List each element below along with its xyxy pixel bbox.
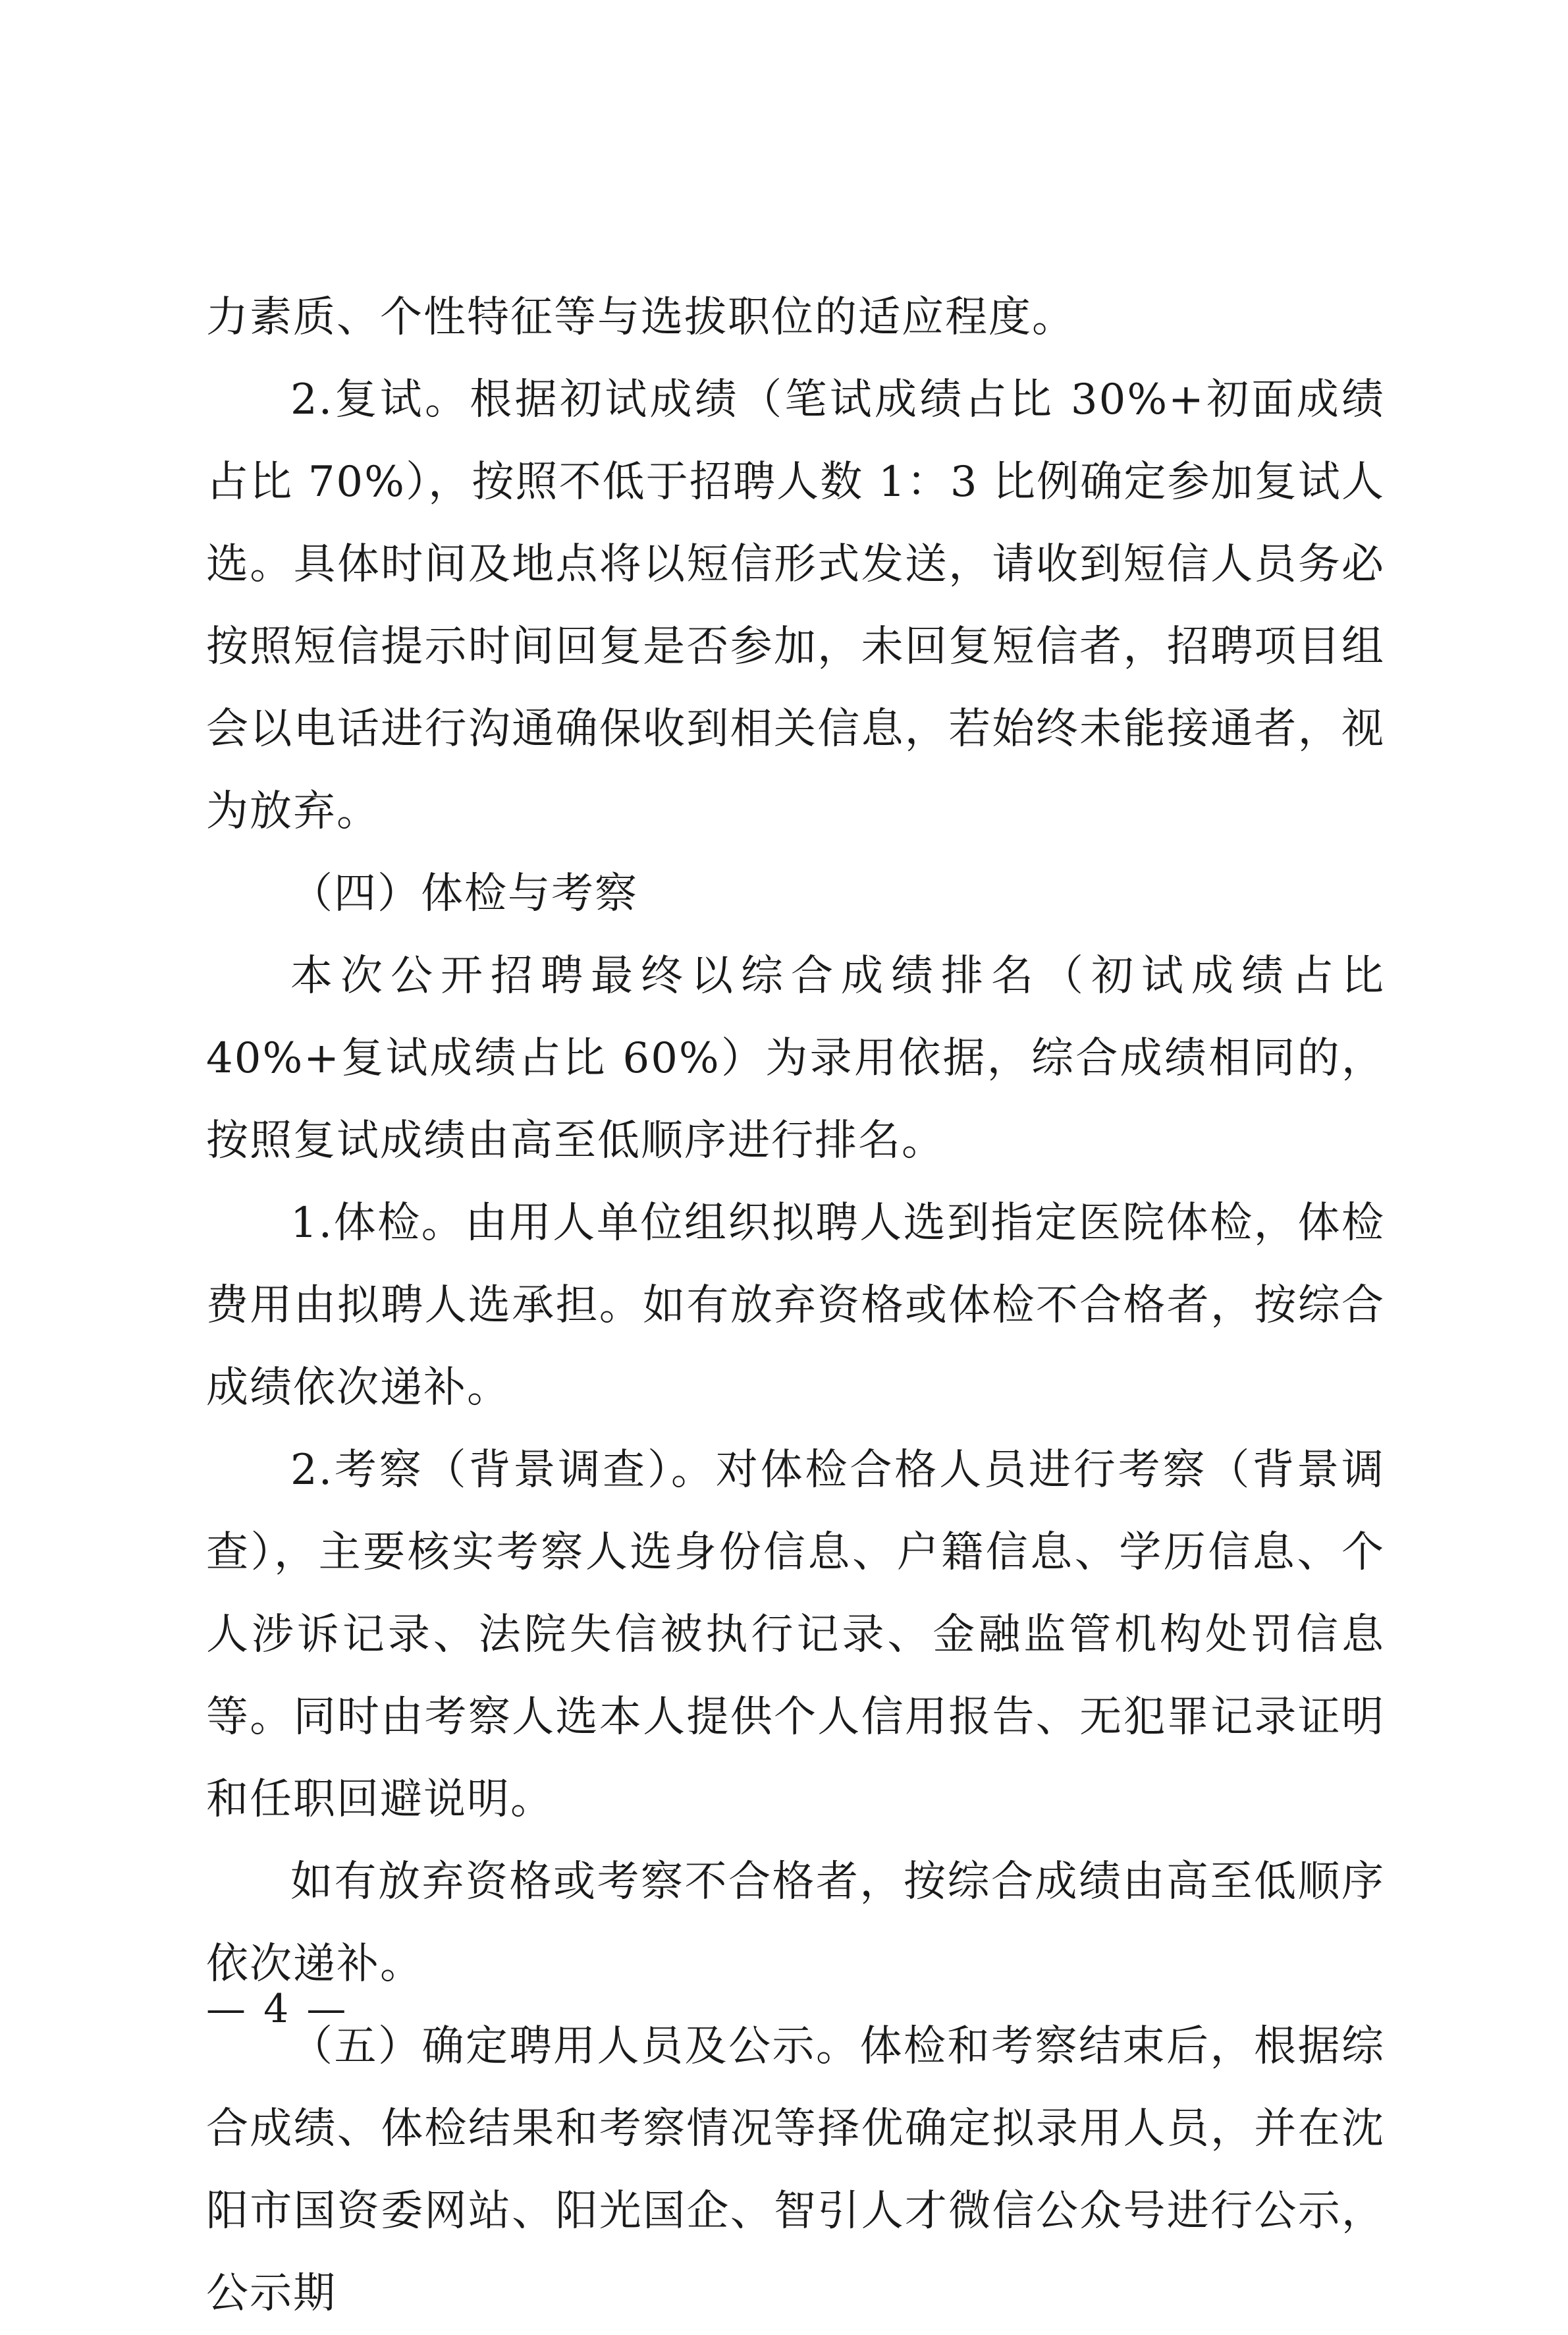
page-number: — 4 —	[206, 1986, 349, 2032]
paragraph-substitution: 如有放弃资格或考察不合格者，按综合成绩由高至低顺序依次递补。	[206, 1857, 1385, 1989]
body-text	[206, 277, 1385, 2335]
paragraph-publicity: （五）确定聘用人员及公示。体检和考察结束后，根据综合成绩、体检结果和考察情况等择优确定拟录用人员，并在沈阳市国资委网站、阳光国企、智引人才微信公众号进行公示，公示期	[206, 2022, 1385, 2318]
paragraph-continuation: 力素质、个性特征等与选拔职位的适应程度。	[206, 293, 1075, 342]
paragraph-physical-exam: 1.体检。由用人单位组织拟聘人选到指定医院体检，体检费用由拟聘人选承担。如有放弃资格或体检不合格者，按综合成绩依次递补。	[206, 1199, 1385, 1412]
paragraph-ranking: 本次公开招聘最终以综合成绩排名（初试成绩占比 40%+复试成绩占比 60%）为录用依据，综合成绩相同的，按照复试成绩由高至低顺序进行排名。	[206, 952, 1385, 1165]
paragraph-background-check: 2.考察（背景调查）。对体检合格人员进行考察（背景调查），主要核实考察人选身份信息、户籍信息、学历信息、个人涉诉记录、法院失信被执行记录、金融监管机构处罚信息等。同时由考察人选本人提供个人信用报告、无犯罪记录证明和任职回避说明。	[206, 1446, 1385, 1824]
section-heading-physical-exam: （四）体检与考察	[290, 869, 638, 918]
paragraph-retest: 2.复试。根据初试成绩（笔试成绩占比 30%+初面成绩占比 70%），按照不低于招聘人数 1：3 比例确定参加复试人选。具体时间及地点将以短信形式发送，请收到短信人员务必按照短信提示时间回复是否参加，未回复短信者，招聘项目组会以电话进行沟通确保收到相关信息，若始终未能接通者，视为放弃。	[206, 375, 1385, 836]
